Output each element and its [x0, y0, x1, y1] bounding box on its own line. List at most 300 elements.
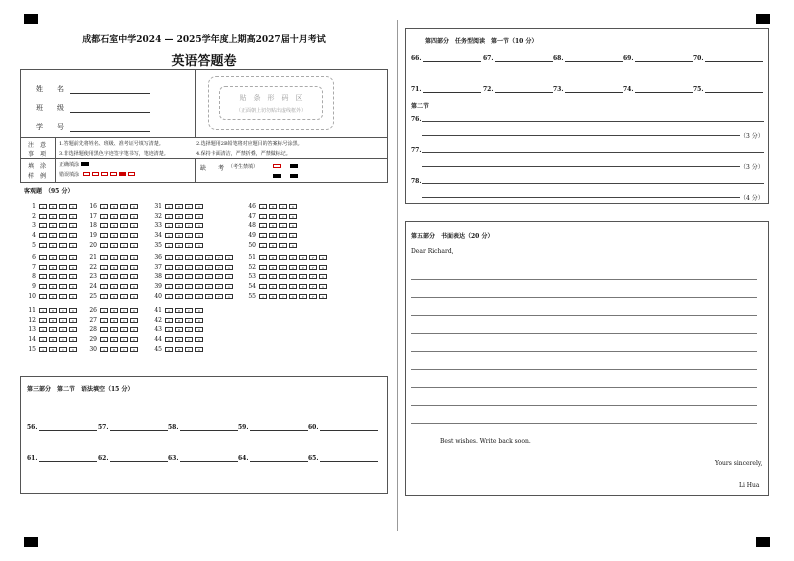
- option-bubble[interactable]: A: [165, 274, 173, 279]
- option-bubble[interactable]: C: [279, 204, 287, 209]
- option-bubble[interactable]: B: [175, 308, 183, 313]
- option-bubble[interactable]: C: [59, 318, 67, 323]
- option-bubble[interactable]: A: [39, 243, 47, 248]
- option-bubble[interactable]: A: [39, 233, 47, 238]
- option-bubble[interactable]: A: [259, 223, 267, 228]
- option-bubble[interactable]: D: [130, 243, 138, 248]
- option-bubble[interactable]: A: [165, 214, 173, 219]
- option-bubble[interactable]: D: [195, 223, 203, 228]
- option-bubble[interactable]: A: [39, 265, 47, 270]
- option-bubble[interactable]: D: [69, 265, 77, 270]
- option-bubble[interactable]: C: [59, 233, 67, 238]
- writing-line[interactable]: [411, 351, 757, 352]
- option-bubble[interactable]: A: [39, 347, 47, 352]
- option-bubble[interactable]: A: [165, 347, 173, 352]
- option-bubble[interactable]: C: [120, 265, 128, 270]
- option-bubble[interactable]: B: [175, 204, 183, 209]
- option-bubble[interactable]: A: [100, 233, 108, 238]
- writing-line[interactable]: [411, 405, 757, 406]
- option-bubble[interactable]: C: [120, 284, 128, 289]
- option-bubble[interactable]: C: [120, 204, 128, 209]
- option-bubble[interactable]: B: [110, 327, 118, 332]
- option-bubble[interactable]: C: [120, 243, 128, 248]
- option-bubble[interactable]: D: [289, 284, 297, 289]
- option-bubble[interactable]: A: [100, 318, 108, 323]
- option-bubble[interactable]: A: [259, 255, 267, 260]
- option-bubble[interactable]: D: [195, 327, 203, 332]
- option-bubble[interactable]: C: [120, 274, 128, 279]
- option-bubble[interactable]: C: [185, 274, 193, 279]
- option-bubble[interactable]: B: [49, 265, 57, 270]
- option-bubble[interactable]: A: [100, 347, 108, 352]
- option-bubble[interactable]: D: [289, 265, 297, 270]
- option-bubble[interactable]: C: [59, 274, 67, 279]
- option-bubble[interactable]: C: [59, 243, 67, 248]
- option-bubble[interactable]: D: [289, 255, 297, 260]
- option-bubble[interactable]: D: [195, 274, 203, 279]
- option-bubble[interactable]: C: [120, 337, 128, 342]
- option-bubble[interactable]: A: [165, 337, 173, 342]
- option-bubble[interactable]: A: [39, 318, 47, 323]
- option-bubble[interactable]: C: [120, 347, 128, 352]
- option-bubble[interactable]: D: [69, 318, 77, 323]
- option-bubble[interactable]: D: [130, 337, 138, 342]
- option-bubble[interactable]: D: [69, 284, 77, 289]
- option-bubble[interactable]: B: [110, 243, 118, 248]
- option-bubble[interactable]: A: [259, 284, 267, 289]
- option-bubble[interactable]: F: [215, 274, 223, 279]
- option-bubble[interactable]: F: [215, 265, 223, 270]
- option-bubble[interactable]: B: [175, 284, 183, 289]
- option-bubble[interactable]: D: [195, 255, 203, 260]
- option-bubble[interactable]: A: [259, 294, 267, 299]
- option-bubble[interactable]: C: [59, 347, 67, 352]
- option-bubble[interactable]: C: [185, 233, 193, 238]
- question-number: 35: [154, 241, 162, 249]
- option-bubble[interactable]: C: [185, 223, 193, 228]
- writing-line[interactable]: [411, 423, 757, 424]
- option-bubble[interactable]: E: [299, 294, 307, 299]
- option-bubble[interactable]: B: [269, 284, 277, 289]
- option-bubble[interactable]: B: [175, 214, 183, 219]
- option-bubble[interactable]: C: [120, 223, 128, 228]
- option-bubble[interactable]: D: [69, 204, 77, 209]
- option-bubble[interactable]: A: [39, 337, 47, 342]
- grammar-blank[interactable]: 62.: [98, 455, 168, 462]
- option-bubble[interactable]: C: [120, 214, 128, 219]
- option-bubble[interactable]: A: [39, 214, 47, 219]
- option-bubble[interactable]: A: [165, 233, 173, 238]
- option-bubble[interactable]: D: [130, 347, 138, 352]
- option-bubble[interactable]: A: [100, 204, 108, 209]
- option-bubble[interactable]: F: [309, 294, 317, 299]
- student-id-field[interactable]: 学 号: [36, 122, 150, 132]
- reading-blank[interactable]: 74.: [623, 86, 693, 93]
- q78-line1[interactable]: [422, 183, 764, 184]
- option-bubble[interactable]: G: [225, 255, 233, 260]
- option-bubble[interactable]: G: [319, 284, 327, 289]
- reading-blank[interactable]: 75.: [693, 86, 763, 93]
- option-bubble[interactable]: E: [299, 274, 307, 279]
- option-bubble[interactable]: D: [195, 347, 203, 352]
- option-bubble[interactable]: F: [215, 294, 223, 299]
- option-bubble[interactable]: D: [130, 318, 138, 323]
- option-bubble[interactable]: D: [130, 284, 138, 289]
- option-bubble[interactable]: B: [110, 255, 118, 260]
- option-bubble[interactable]: B: [269, 214, 277, 219]
- option-bubble[interactable]: A: [100, 274, 108, 279]
- writing-line[interactable]: [411, 333, 757, 334]
- option-bubble[interactable]: D: [195, 233, 203, 238]
- option-bubble[interactable]: C: [120, 318, 128, 323]
- section4-title: 第四部分 任务型阅读 第一节（10 分）: [425, 38, 538, 45]
- option-bubble[interactable]: B: [49, 337, 57, 342]
- option-bubble[interactable]: A: [100, 255, 108, 260]
- option-bubble[interactable]: D: [69, 214, 77, 219]
- option-bubble[interactable]: C: [279, 214, 287, 219]
- option-bubble[interactable]: B: [110, 318, 118, 323]
- option-bubble[interactable]: C: [279, 243, 287, 248]
- grammar-blank[interactable]: 56.: [27, 424, 97, 431]
- option-bubble[interactable]: A: [165, 308, 173, 313]
- absent-checkbox[interactable]: [273, 164, 281, 168]
- option-bubble[interactable]: A: [39, 274, 47, 279]
- option-bubble[interactable]: B: [110, 214, 118, 219]
- option-bubble[interactable]: B: [175, 318, 183, 323]
- option-bubble[interactable]: B: [49, 214, 57, 219]
- reading-blank[interactable]: 73.: [553, 86, 623, 93]
- option-bubble[interactable]: A: [39, 294, 47, 299]
- option-bubble[interactable]: C: [59, 265, 67, 270]
- option-bubble[interactable]: C: [59, 214, 67, 219]
- option-bubble[interactable]: E: [205, 255, 213, 260]
- option-bubble[interactable]: A: [100, 214, 108, 219]
- option-bubble[interactable]: B: [49, 284, 57, 289]
- option-bubble[interactable]: D: [289, 204, 297, 209]
- option-bubble[interactable]: C: [59, 223, 67, 228]
- option-bubble[interactable]: C: [59, 294, 67, 299]
- option-bubble[interactable]: B: [175, 265, 183, 270]
- option-bubble[interactable]: D: [130, 204, 138, 209]
- option-bubble[interactable]: B: [269, 265, 277, 270]
- option-bubble[interactable]: A: [259, 204, 267, 209]
- option-bubble[interactable]: C: [185, 294, 193, 299]
- option-bubble[interactable]: B: [110, 233, 118, 238]
- grammar-blank[interactable]: 58.: [168, 424, 238, 431]
- name-field[interactable]: 姓 名: [36, 84, 150, 94]
- option-bubble[interactable]: A: [100, 243, 108, 248]
- option-bubble[interactable]: A: [39, 308, 47, 313]
- option-bubble[interactable]: B: [110, 337, 118, 342]
- option-bubble[interactable]: A: [100, 337, 108, 342]
- option-bubble[interactable]: D: [69, 233, 77, 238]
- option-bubble[interactable]: B: [110, 265, 118, 270]
- option-bubble[interactable]: D: [130, 308, 138, 313]
- option-bubble[interactable]: D: [130, 327, 138, 332]
- option-bubble[interactable]: B: [110, 204, 118, 209]
- grammar-blank[interactable]: 64.: [238, 455, 308, 462]
- option-bubble[interactable]: D: [289, 223, 297, 228]
- option-bubble[interactable]: C: [185, 204, 193, 209]
- option-bubble[interactable]: C: [185, 318, 193, 323]
- option-bubble[interactable]: C: [59, 255, 67, 260]
- q78-line2[interactable]: [422, 197, 740, 198]
- reading-blank[interactable]: 71.: [411, 86, 481, 93]
- option-bubble[interactable]: C: [279, 255, 287, 260]
- writing-line[interactable]: [411, 315, 757, 316]
- question-24: [85, 283, 140, 290]
- option-bubble[interactable]: B: [175, 255, 183, 260]
- option-bubble[interactable]: C: [279, 284, 287, 289]
- question-50: [244, 242, 299, 249]
- option-bubble[interactable]: D: [130, 233, 138, 238]
- reading-blank[interactable]: 72.: [483, 86, 553, 93]
- option-bubble[interactable]: D: [289, 274, 297, 279]
- question-number: 28: [89, 326, 97, 334]
- option-bubble[interactable]: B: [269, 243, 277, 248]
- grammar-blank[interactable]: 59.: [238, 424, 308, 431]
- option-bubble[interactable]: A: [259, 243, 267, 248]
- option-bubble[interactable]: C: [185, 308, 193, 313]
- option-bubble[interactable]: B: [175, 223, 183, 228]
- option-bubble[interactable]: F: [309, 274, 317, 279]
- option-bubble[interactable]: A: [165, 243, 173, 248]
- option-bubble[interactable]: B: [175, 327, 183, 332]
- option-bubble[interactable]: B: [49, 318, 57, 323]
- option-bubble[interactable]: A: [259, 214, 267, 219]
- writing-line[interactable]: [411, 369, 757, 370]
- option-bubble[interactable]: A: [39, 327, 47, 332]
- option-bubble[interactable]: E: [205, 294, 213, 299]
- option-bubble[interactable]: D: [69, 223, 77, 228]
- reading-blank[interactable]: 69.: [623, 55, 693, 62]
- option-bubble[interactable]: C: [59, 308, 67, 313]
- question-32: [150, 213, 205, 220]
- option-bubble[interactable]: D: [69, 255, 77, 260]
- option-bubble[interactable]: D: [69, 327, 77, 332]
- option-bubble[interactable]: B: [269, 274, 277, 279]
- option-bubble[interactable]: B: [269, 294, 277, 299]
- option-bubble[interactable]: C: [120, 255, 128, 260]
- option-bubble[interactable]: B: [49, 294, 57, 299]
- option-bubble[interactable]: D: [195, 214, 203, 219]
- option-bubble[interactable]: E: [299, 284, 307, 289]
- option-bubble[interactable]: F: [309, 284, 317, 289]
- option-bubble[interactable]: C: [59, 337, 67, 342]
- option-bubble[interactable]: D: [69, 274, 77, 279]
- option-bubble[interactable]: B: [269, 204, 277, 209]
- option-bubble[interactable]: C: [279, 233, 287, 238]
- option-bubble[interactable]: D: [130, 214, 138, 219]
- option-bubble[interactable]: A: [165, 255, 173, 260]
- option-bubble[interactable]: D: [289, 214, 297, 219]
- option-bubble[interactable]: B: [49, 204, 57, 209]
- option-bubble[interactable]: B: [110, 347, 118, 352]
- option-bubble[interactable]: C: [185, 265, 193, 270]
- option-bubble[interactable]: C: [185, 255, 193, 260]
- option-bubble[interactable]: A: [100, 223, 108, 228]
- option-bubble[interactable]: B: [110, 294, 118, 299]
- question-number: 51: [248, 254, 256, 261]
- option-bubble[interactable]: A: [100, 327, 108, 332]
- option-bubble[interactable]: D: [130, 265, 138, 270]
- option-bubble[interactable]: G: [225, 265, 233, 270]
- option-bubble[interactable]: D: [130, 255, 138, 260]
- option-bubble[interactable]: D: [195, 337, 203, 342]
- option-bubble[interactable]: C: [59, 327, 67, 332]
- option-bubble[interactable]: D: [289, 233, 297, 238]
- option-bubble[interactable]: A: [165, 265, 173, 270]
- option-bubble[interactable]: A: [39, 255, 47, 260]
- option-bubble[interactable]: B: [110, 274, 118, 279]
- option-bubble[interactable]: F: [309, 255, 317, 260]
- writing-line[interactable]: [411, 297, 757, 298]
- option-bubble[interactable]: B: [110, 284, 118, 289]
- option-bubble[interactable]: A: [39, 223, 47, 228]
- option-bubble[interactable]: B: [269, 233, 277, 238]
- option-bubble[interactable]: D: [289, 294, 297, 299]
- option-bubble[interactable]: A: [259, 265, 267, 270]
- option-bubble[interactable]: C: [185, 337, 193, 342]
- grammar-blank[interactable]: 65.: [308, 455, 378, 462]
- option-bubble[interactable]: B: [49, 308, 57, 313]
- option-bubble[interactable]: B: [175, 347, 183, 352]
- option-bubble[interactable]: B: [175, 294, 183, 299]
- option-bubble[interactable]: B: [49, 327, 57, 332]
- option-bubble[interactable]: B: [49, 274, 57, 279]
- option-bubble[interactable]: C: [279, 265, 287, 270]
- option-bubble[interactable]: D: [195, 318, 203, 323]
- option-bubble[interactable]: C: [279, 223, 287, 228]
- option-bubble[interactable]: G: [319, 255, 327, 260]
- q76-line2[interactable]: [422, 135, 740, 136]
- option-bubble[interactable]: D: [289, 243, 297, 248]
- option-bubble[interactable]: B: [49, 233, 57, 238]
- option-bubble[interactable]: D: [195, 243, 203, 248]
- option-bubble[interactable]: D: [69, 294, 77, 299]
- option-bubble[interactable]: A: [100, 308, 108, 313]
- option-bubble[interactable]: C: [59, 204, 67, 209]
- reading-blank[interactable]: 66.: [411, 55, 481, 62]
- reading-blank[interactable]: 67.: [483, 55, 553, 62]
- option-bubble[interactable]: C: [279, 274, 287, 279]
- option-bubble[interactable]: C: [120, 294, 128, 299]
- option-bubble[interactable]: C: [185, 243, 193, 248]
- option-bubble[interactable]: C: [185, 347, 193, 352]
- option-bubble[interactable]: C: [279, 294, 287, 299]
- q76-line1[interactable]: [422, 121, 764, 122]
- option-bubble[interactable]: C: [185, 327, 193, 332]
- option-bubble[interactable]: F: [309, 265, 317, 270]
- option-bubble[interactable]: D: [130, 274, 138, 279]
- option-bubble[interactable]: B: [269, 223, 277, 228]
- q77-line2[interactable]: [422, 166, 740, 167]
- option-bubble[interactable]: A: [39, 284, 47, 289]
- option-bubble[interactable]: E: [205, 274, 213, 279]
- option-bubble[interactable]: D: [130, 223, 138, 228]
- option-bubble[interactable]: A: [165, 284, 173, 289]
- writing-line[interactable]: [411, 387, 757, 388]
- writing-line[interactable]: [411, 279, 757, 280]
- class-field[interactable]: 班 级: [36, 103, 150, 113]
- option-bubble[interactable]: A: [39, 204, 47, 209]
- option-bubble[interactable]: D: [69, 243, 77, 248]
- option-bubble[interactable]: D: [130, 294, 138, 299]
- option-bubble[interactable]: A: [165, 327, 173, 332]
- option-bubble[interactable]: B: [49, 347, 57, 352]
- option-bubble[interactable]: B: [175, 233, 183, 238]
- grammar-blank[interactable]: 63.: [168, 455, 238, 462]
- option-bubble[interactable]: A: [165, 204, 173, 209]
- option-bubble[interactable]: A: [165, 294, 173, 299]
- option-bubble[interactable]: G: [225, 274, 233, 279]
- option-bubble[interactable]: C: [59, 284, 67, 289]
- option-bubble[interactable]: A: [259, 274, 267, 279]
- option-bubble[interactable]: B: [49, 223, 57, 228]
- option-bubble[interactable]: B: [175, 243, 183, 248]
- absent-vline: [195, 158, 196, 183]
- option-bubble[interactable]: A: [100, 284, 108, 289]
- reading-blank[interactable]: 70.: [693, 55, 763, 62]
- option-bubble[interactable]: B: [49, 255, 57, 260]
- option-bubble[interactable]: A: [165, 318, 173, 323]
- option-bubble[interactable]: G: [319, 265, 327, 270]
- option-bubble[interactable]: D: [195, 284, 203, 289]
- q77-line1[interactable]: [422, 152, 764, 153]
- option-bubble[interactable]: C: [120, 233, 128, 238]
- option-bubble[interactable]: D: [69, 347, 77, 352]
- option-bubble[interactable]: A: [100, 265, 108, 270]
- question-number: 5: [32, 241, 36, 249]
- grammar-blank[interactable]: 61.: [27, 455, 97, 462]
- option-bubble[interactable]: D: [195, 265, 203, 270]
- option-bubble[interactable]: F: [215, 255, 223, 260]
- option-bubble[interactable]: C: [120, 308, 128, 313]
- grammar-blank[interactable]: 60.: [308, 424, 378, 431]
- option-bubble[interactable]: C: [120, 327, 128, 332]
- question-25: [85, 293, 140, 300]
- option-bubble[interactable]: E: [205, 284, 213, 289]
- option-bubble[interactable]: F: [215, 284, 223, 289]
- option-bubble[interactable]: D: [69, 308, 77, 313]
- grammar-blank[interactable]: 57.: [98, 424, 168, 431]
- option-bubble[interactable]: E: [299, 265, 307, 270]
- option-bubble[interactable]: B: [175, 274, 183, 279]
- option-bubble[interactable]: C: [185, 284, 193, 289]
- option-bubble[interactable]: G: [319, 274, 327, 279]
- option-bubble[interactable]: A: [165, 223, 173, 228]
- option-bubble[interactable]: E: [205, 265, 213, 270]
- option-bubble[interactable]: E: [299, 255, 307, 260]
- option-bubble[interactable]: D: [195, 294, 203, 299]
- option-bubble[interactable]: G: [225, 284, 233, 289]
- option-bubble[interactable]: B: [110, 223, 118, 228]
- option-bubble[interactable]: A: [259, 233, 267, 238]
- option-bubble[interactable]: D: [69, 337, 77, 342]
- option-bubble[interactable]: C: [185, 214, 193, 219]
- option-bubble[interactable]: B: [49, 243, 57, 248]
- option-bubble[interactable]: G: [319, 294, 327, 299]
- note-item: 4.保持卡面清洁，严禁折叠，严禁做标记。: [196, 151, 291, 157]
- option-bubble[interactable]: D: [195, 308, 203, 313]
- option-bubble[interactable]: B: [175, 337, 183, 342]
- option-bubble[interactable]: G: [225, 294, 233, 299]
- option-bubble[interactable]: D: [195, 204, 203, 209]
- option-bubble[interactable]: A: [100, 294, 108, 299]
- option-bubble[interactable]: B: [110, 308, 118, 313]
- reading-blank[interactable]: 68.: [553, 55, 623, 62]
- option-bubble[interactable]: B: [269, 255, 277, 260]
